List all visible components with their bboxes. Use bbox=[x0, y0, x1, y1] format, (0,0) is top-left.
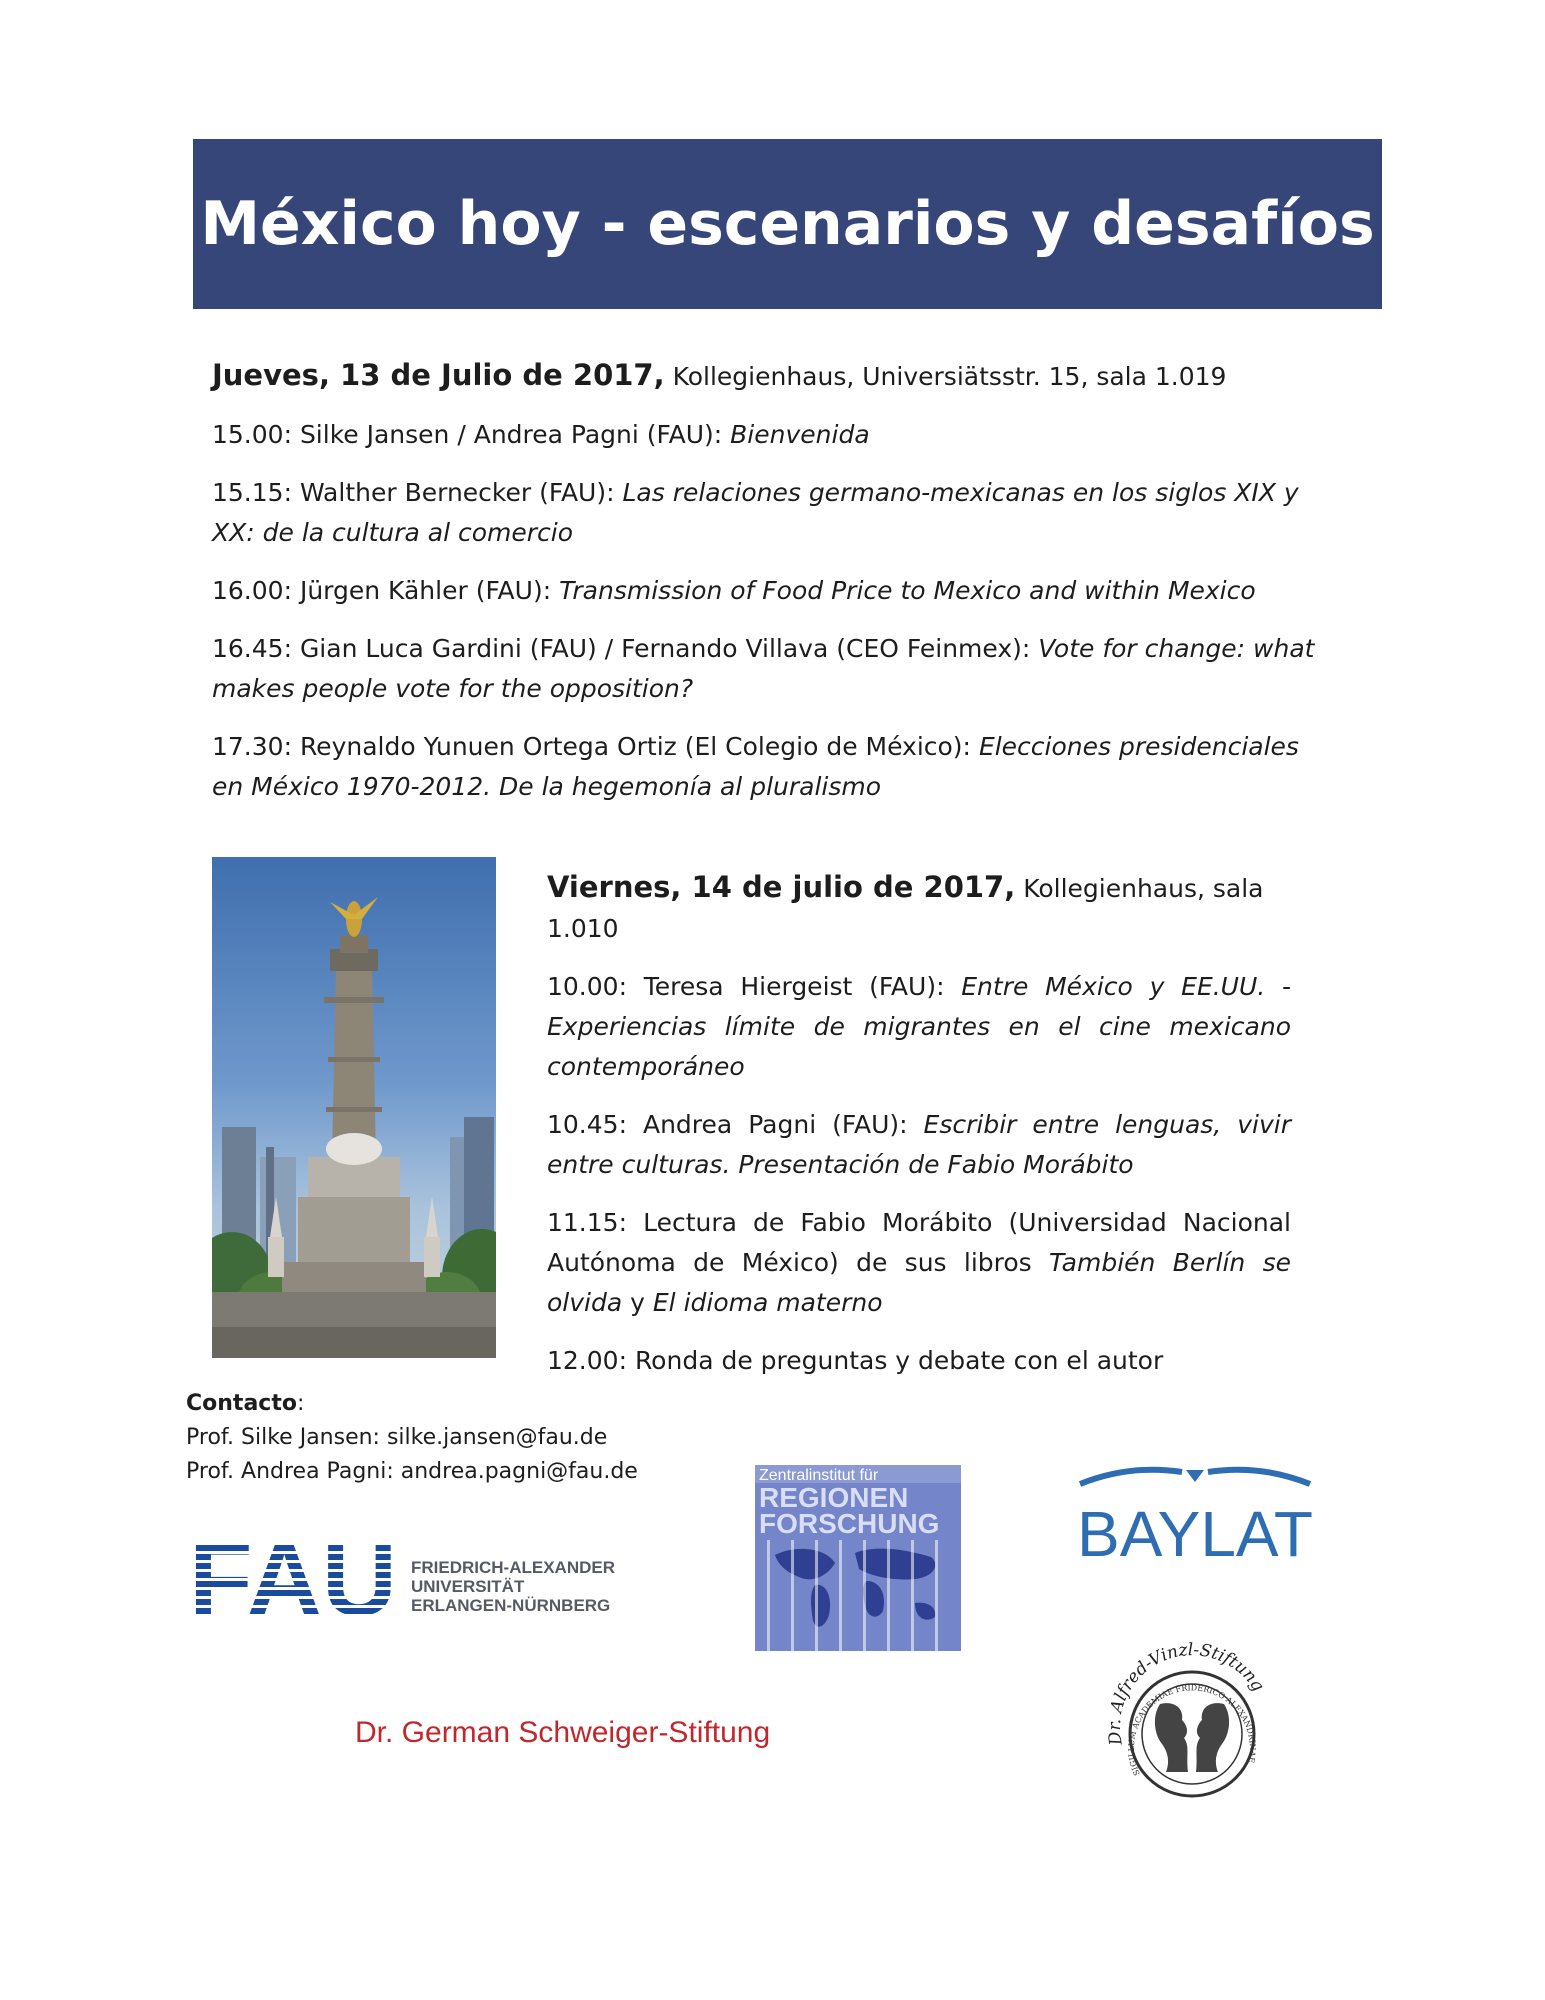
item-speaker: 15.00: Silke Jansen / Andrea Pagni (FAU): bbox=[212, 420, 731, 449]
contact-line: Prof. Andrea Pagni: andrea.pagni@fau.de bbox=[186, 1459, 638, 1484]
program-item bbox=[547, 1203, 1291, 1323]
day2-date: Viernes, 14 de julio de 2017, bbox=[547, 870, 1016, 904]
fau-mark: FAU bbox=[189, 1527, 397, 1637]
program-item bbox=[212, 629, 1332, 709]
program-item bbox=[212, 473, 1332, 553]
fau-line: ERLANGEN-NÜRNBERG bbox=[411, 1596, 611, 1615]
vinzl-inner-text: SIGILLUM ACADEMIAE FRIDERICO ALEXANDRINAE bbox=[1126, 1683, 1258, 1777]
item-title: Las relaciones germano-mexicanas en los siglos XIX y XX: de la cultura al comercio bbox=[212, 478, 1299, 547]
angel-of-independence-photo bbox=[212, 857, 496, 1358]
program-item bbox=[212, 727, 1332, 807]
day2-heading bbox=[547, 867, 1291, 949]
vinzl-foundation-seal bbox=[1096, 1624, 1288, 1816]
fau-logo bbox=[189, 1527, 641, 1637]
item-speaker: 16.00: Jürgen Kähler (FAU): bbox=[212, 576, 560, 605]
item-text: 11.15: Lectura de Fabio Morábito (Universidad Nacional Autónoma de México) de sus libros bbox=[547, 1208, 1291, 1277]
schweiger-foundation-logo: Dr. German Schweiger-Stiftung bbox=[355, 1716, 771, 1749]
item-speaker: 10.00: Teresa Hiergeist (FAU): bbox=[547, 972, 962, 1001]
item-title: Transmission of Food Price to Mexico and within Mexico bbox=[559, 576, 1256, 605]
day2-place: Kollegienhaus, sala 1.010 bbox=[547, 874, 1264, 943]
contact-label: Contacto bbox=[186, 1391, 297, 1416]
item-text: 12.00: Ronda de preguntas y debate con el autor bbox=[547, 1346, 1164, 1375]
zif-line: REGIONEN bbox=[759, 1482, 909, 1513]
day2-program bbox=[547, 867, 1291, 1399]
program-item bbox=[212, 415, 1332, 455]
svg-text:SIGILLUM ACADEMIAE FRIDERICO A bbox=[1127, 1683, 1257, 1777]
fau-line: FRIEDRICH-ALEXANDER bbox=[411, 1558, 615, 1577]
day1-heading bbox=[212, 355, 1332, 397]
contact-heading bbox=[186, 1387, 638, 1421]
item-title: Vote for change: what makes people vote for the opposition? bbox=[212, 634, 1315, 703]
vinzl-ring-text: Dr. Alfred-Vinzl-Stiftung bbox=[1104, 1640, 1268, 1747]
item-speaker: 15.15: Walther Bernecker (FAU): bbox=[212, 478, 623, 507]
day1-program bbox=[212, 355, 1332, 825]
zif-logo bbox=[755, 1465, 961, 1651]
item-speaker: 17.30: Reynaldo Yunuen Ortega Ortiz (El Colegio de México): bbox=[212, 732, 979, 761]
zif-line: Zentralinstitut für bbox=[759, 1467, 879, 1484]
day1-place: Kollegienhaus, Universiätsstr. 15, sala 1.019 bbox=[672, 362, 1227, 391]
book-title: También Berlín se olvida bbox=[547, 1248, 1291, 1317]
item-title: Entre México y EE.UU. -Experiencias límite de migrantes en el cine mexicano contemporáneo bbox=[547, 972, 1291, 1081]
program-item bbox=[547, 1105, 1291, 1185]
contact-block bbox=[186, 1387, 638, 1489]
item-speaker: 16.45: Gian Luca Gardini (FAU) / Fernando Villava (CEO Feinmex): bbox=[212, 634, 1039, 663]
zif-line: FORSCHUNG bbox=[759, 1508, 940, 1539]
contact-colon: : bbox=[296, 1391, 305, 1416]
item-speaker: 10.45: Andrea Pagni (FAU): bbox=[547, 1110, 924, 1139]
title-banner bbox=[193, 139, 1382, 309]
program-item bbox=[547, 1341, 1291, 1381]
program-item bbox=[547, 967, 1291, 1087]
page-title: México hoy - escenarios y desafíos bbox=[200, 189, 1375, 259]
program-item bbox=[212, 571, 1332, 611]
book-title: El idioma materno bbox=[652, 1288, 883, 1317]
day1-date: Jueves, 13 de Julio de 2017, bbox=[212, 358, 665, 392]
item-title: Escribir entre lenguas, vivir entre culturas. Presentación de Fabio Morábito bbox=[547, 1110, 1291, 1179]
item-title: Bienvenida bbox=[730, 420, 870, 449]
item-text: y bbox=[622, 1288, 653, 1317]
contact-line: Prof. Silke Jansen: silke.jansen@fau.de bbox=[186, 1425, 608, 1450]
fau-line: UNIVERSITÄT bbox=[411, 1577, 525, 1596]
baylat-wordmark: BAYLAT bbox=[1077, 1498, 1313, 1570]
baylat-logo bbox=[1070, 1458, 1320, 1578]
item-title: Elecciones presidenciales en México 1970-2012. De la hegemonía al pluralismo bbox=[212, 732, 1299, 801]
